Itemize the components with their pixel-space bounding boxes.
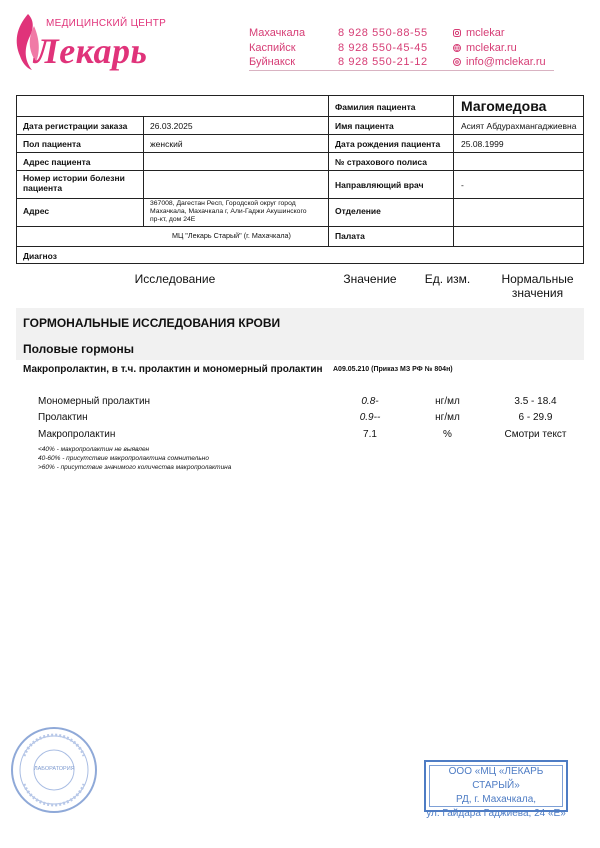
note-line: <40% - макропролактин не выявлен	[38, 446, 150, 453]
city: Каспийск	[249, 41, 296, 54]
instagram-icon	[453, 29, 461, 37]
subsection-title: Половые гормоны	[23, 342, 134, 356]
test-title: Макропролактин, в т.ч. пролактин и мономерный пролактин	[23, 364, 323, 375]
contact-email: info@mclekar.ru	[453, 55, 546, 70]
surname-label: Фамилия пациента	[335, 102, 416, 112]
doctor-value: -	[461, 180, 464, 190]
history-label: Номер истории болезни пациента	[23, 173, 125, 193]
address-value: 367008, Дагестан Респ, Городской округ город Махачкала, Махачкала г, Али-Гаджи Акушинского пр-кт, дом 24Е	[150, 200, 307, 223]
name-label: Имя пациента	[335, 121, 394, 131]
reference-notes	[38, 445, 231, 472]
note-line: 40-60% - присутствие макропролактина сомнительно	[38, 455, 209, 462]
contact-list	[453, 26, 546, 70]
col-value: Значение	[343, 272, 397, 286]
phone-list	[338, 26, 428, 70]
city: Махачкала	[249, 27, 306, 39]
logo-title: Лекарь	[34, 31, 148, 71]
policy-label: № страхового полиса	[335, 157, 427, 167]
clinic-rect-stamp: ООО «МЦ «ЛЕКАРЬ СТАРЫЙ» РД, г. Махачкала, ул. Гайдара Гаджиева, 24 «Е»	[424, 760, 568, 812]
phone: 8 928 550-21-12	[338, 56, 428, 68]
birth-value: 25.08.1999	[461, 139, 504, 149]
logo-subtitle: МЕДИЦИНСКИЙ ЦЕНТР	[46, 18, 167, 29]
patient-address-label: Адрес пациента	[23, 157, 91, 167]
city-list	[249, 26, 305, 70]
round-stamp-text: ЛАБОРАТОРИЯ	[34, 766, 75, 772]
reg-date-value: 26.03.2025	[150, 121, 193, 131]
lab-round-stamp	[10, 726, 98, 814]
section-title: ГОРМОНАЛЬНЫЕ ИССЛЕДОВАНИЯ КРОВИ	[23, 316, 281, 330]
phone: 8 928 550-88-55	[338, 27, 428, 39]
city: Буйнакск	[249, 56, 296, 68]
diagnosis-label: Диагноз	[23, 251, 57, 261]
clinic-logo	[12, 8, 192, 74]
note-line: >60% - присутствие значимого количества макропролактина	[38, 464, 232, 471]
sex-label: Пол пациента	[23, 139, 81, 149]
reg-date-label: Дата регистрации заказа	[23, 121, 128, 131]
department-label: Отделение	[335, 206, 381, 216]
header-divider	[249, 70, 554, 71]
col-study: Исследование	[134, 272, 216, 286]
email-icon	[453, 58, 461, 66]
patient-surname: Магомедова	[461, 98, 547, 114]
patient-info-table	[16, 95, 584, 264]
birth-label: Дата рождения пациента	[335, 139, 441, 149]
globe-icon	[453, 44, 461, 52]
patient-name: Асият Абдурахмангаджиевна	[461, 121, 577, 131]
clinic-name: МЦ "Лекарь Старый" (г. Махачкала)	[172, 231, 291, 240]
col-norm: Нормальные значения	[501, 272, 574, 300]
test-code: A09.05.210 (Приказ МЗ РФ № 804н)	[333, 366, 453, 373]
ward-label: Палата	[335, 231, 365, 241]
contact-website: mclekar.ru	[453, 41, 546, 56]
address-label: Адрес	[23, 206, 50, 216]
sex-value: женский	[150, 139, 183, 149]
contact-instagram: mclekar	[453, 26, 546, 41]
doctor-label: Направляющий врач	[335, 180, 424, 190]
phone: 8 928 550-45-45	[338, 41, 428, 54]
col-unit: Ед. изм.	[424, 272, 471, 286]
